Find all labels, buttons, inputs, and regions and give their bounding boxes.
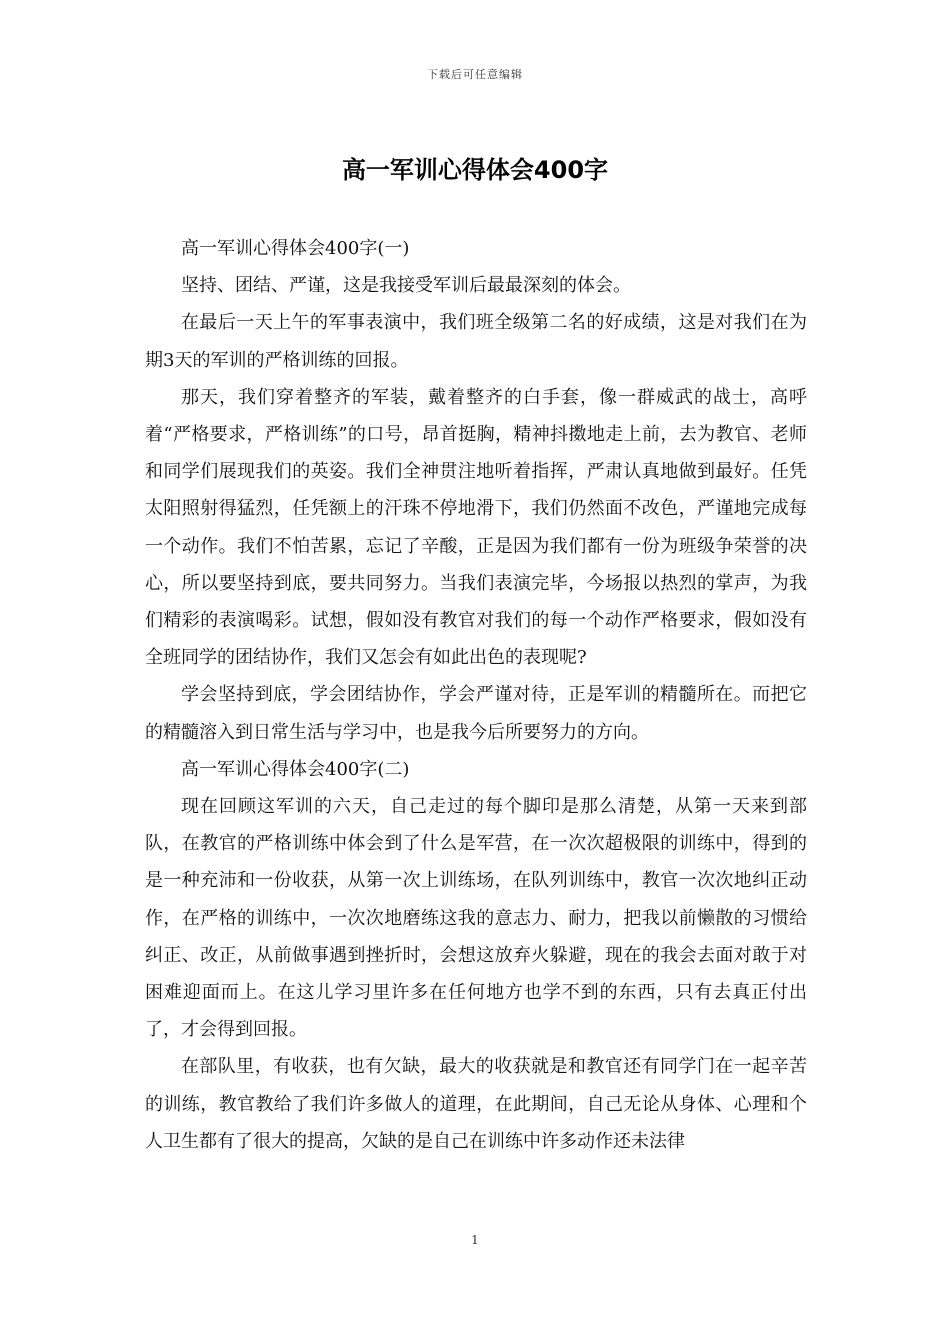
document-body (145, 230, 807, 1160)
header-note: 下载后可任意编辑 (427, 68, 523, 81)
paragraph-1: 坚持、团结、严谨，这是我接受军训后最最深刻的体会。 (181, 275, 631, 297)
paragraph-6: 在部队里，有收获，也有欠缺，最大的收获就是和教官还有同学门在一起辛苦的训练，教官教给了我们许多做人的道理，在此期间，自己无论从身体、心理和个人卫生都有了很大的提高，欠缺的是自己在训练中许多动作还未法律 (145, 1056, 807, 1152)
page-title: 高一军训心得体会400字 (341, 156, 609, 184)
paragraph-2: 在最后一天上午的军事表演中，我们班全级第二名的好成绩，这是对我们在为期3天的军训的严格训练的回报。 (145, 312, 807, 371)
paragraph-3: 那天，我们穿着整齐的军装，戴着整齐的白手套，像一群威武的战士，高呼着“严格要求，严格训练”的口号，昂首挺胸，精神抖擞地走上前，去为教官、老师和同学们展现我们的英姿。我们全神贯注地听着指挥，严肃认真地做到最好。任凭太阳照射得猛烈，任凭额上的汗珠不停地滑下，我们仍然面不改色，严谨地完成每一个动作。我们不怕苦累，忘记了辛酸，正是因为我们都有一份为班级争荣誉的决心，所以要坚持到底，要共同努力。当我们表演完毕，今场报以热烈的掌声，为我们精彩的表演喝彩。试想，假如没有教官对我们的每一个动作严格要求，假如没有全班同学的团结协作，我们又怎会有如此出色的表现呢? (145, 386, 807, 669)
section-heading-2: 高一军训心得体会400字(二) (181, 758, 410, 780)
page-number: 1 (471, 1233, 479, 1247)
paragraph-5: 现在回顾这军训的六天，自己走过的每个脚印是那么清楚，从第一天来到部队，在教官的严格训练中体会到了什么是军营，在一次次超极限的训练中，得到的是一种充沛和一份收获，从第一次上训练场，在队列训练中，教官一次次地纠正动作，在严格的训练中，一次次地磨练这我的意志力、耐力，把我以前懒散的习惯给纠正、改正，从前做事遇到挫折时，会想这放弃火躲避，现在的我会去面对敢于对困难迎面而上。在这儿学习里许多在任何地方也学不到的东西，只有去真正付出了，才会得到回报。 (145, 796, 807, 1041)
paragraph-4: 学会坚持到底，学会团结协作，学会严谨对待，正是军训的精髓所在。而把它的精髓溶入到日常生活与学习中，也是我今后所要努力的方向。 (145, 684, 807, 743)
section-heading-1: 高一军训心得体会400字(一) (181, 238, 410, 259)
